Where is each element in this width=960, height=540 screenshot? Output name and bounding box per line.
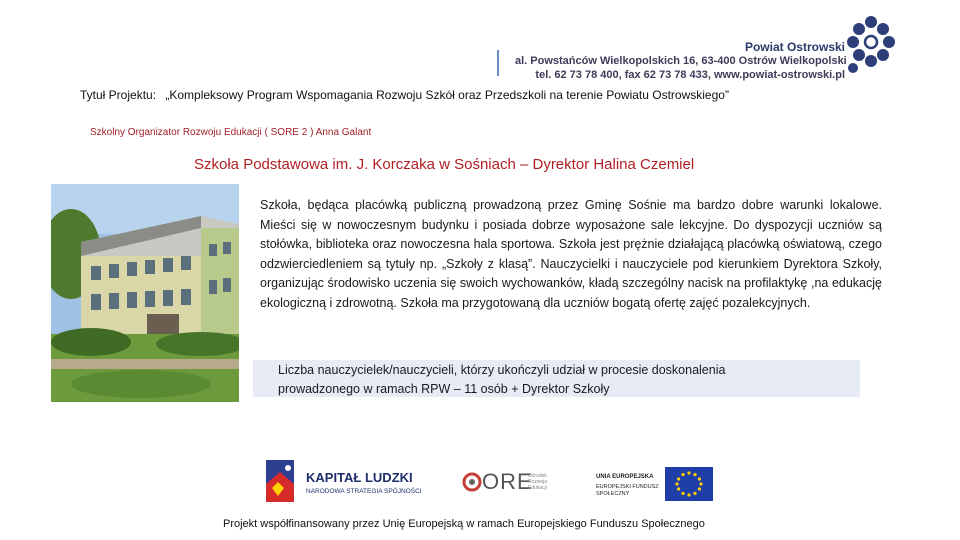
school-heading: Szkoła Podstawowa im. J. Korczaka w Sośniach – Dyrektor Halina Czemiel [194, 156, 695, 173]
eu-flag-icon [665, 467, 713, 501]
organizer-line: Szkolny Organizator Rozwoju Edukacji ( SORE 2 ) Anna Galant [90, 127, 372, 138]
ore-text: ORE [482, 469, 533, 494]
footer-cofinancing-note: Projekt współfinansowany przez Unię Europejską w ramach Europejskiego Funduszu Społecznego [223, 518, 705, 530]
powiat-logo-icon [845, 15, 897, 75]
eu-title: UNIA EUROPEJSKA [596, 474, 654, 480]
kapital-ludzki-logo [262, 458, 427, 504]
project-title [80, 88, 729, 102]
contact-line: tel. 62 73 78 400, fax 62 73 78 433, www.powiat-ostrowski.pl [535, 69, 845, 81]
header-address [515, 40, 845, 82]
project-title-value: „Kompleksowy Program Wspomagania Rozwoju Szkół oraz Przedszkoli na terenie Powiatu Ostrowskiego” [165, 88, 729, 102]
eu-logo [592, 466, 714, 502]
teachers-count-text [278, 361, 848, 399]
teachers-line-2: prowadzonego w ramach RPW – 11 osób + Dyrektor Szkoły [278, 382, 610, 396]
school-building-photo [51, 184, 239, 402]
kapital-ludzki-emblem-icon [262, 458, 298, 504]
header-divider [497, 50, 499, 76]
ore-logo [460, 469, 548, 495]
eu-subtitle: EUROPEJSKI FUNDUSZ SPOŁECZNY [596, 484, 659, 497]
address-line: al. Powstańców Wielkopolskich 16, 63-400 Ostrów Wielkopolski [515, 55, 847, 67]
teachers-line-1: Liczba nauczycielek/nauczycieli, którzy ukończyli udział w procesie doskonalenia [278, 363, 726, 377]
ore-ring-icon [462, 472, 482, 492]
kapital-ludzki-title: KAPITAŁ LUDZKI [306, 470, 413, 485]
school-description: Szkoła, będąca placówką publiczną prowadzoną przez Gminę Sośnie ma bardzo dobre warunki lokalowe. Mieści się w nowoczesnym budynku i posiada dobrze wyposażone sale lekcyjne. Do dyspozycji uczniów są stołówka, biblioteka oraz nowoczesna hala sportowa. Szkoła jest prężnie działającą placówką oświatową, czego odzwierciedleniem są tytuły np. „Szkoły z klasą”. Nauczycielki i nauczyciele pod kierunkiem Dyrektora Szkoły, organizując środowisko uczenia się swoich wychowanków, kładą szczególny nacisk na profilaktykę ,na edukację ekologiczną i zdrowotną. Szkoła ma przygotowaną dla uczniów bogatą ofertę zajęć pozalekcyjnych. [260, 198, 882, 310]
kapital-ludzki-subtitle: NARODOWA STRATEGIA SPÓJNOŚCI [306, 488, 422, 495]
project-title-label: Tytuł Projektu: [80, 88, 157, 102]
ore-subtitle: Ośrodek Rozwoju Edukacji [528, 473, 548, 491]
org-name: Powiat Ostrowski [744, 40, 845, 54]
